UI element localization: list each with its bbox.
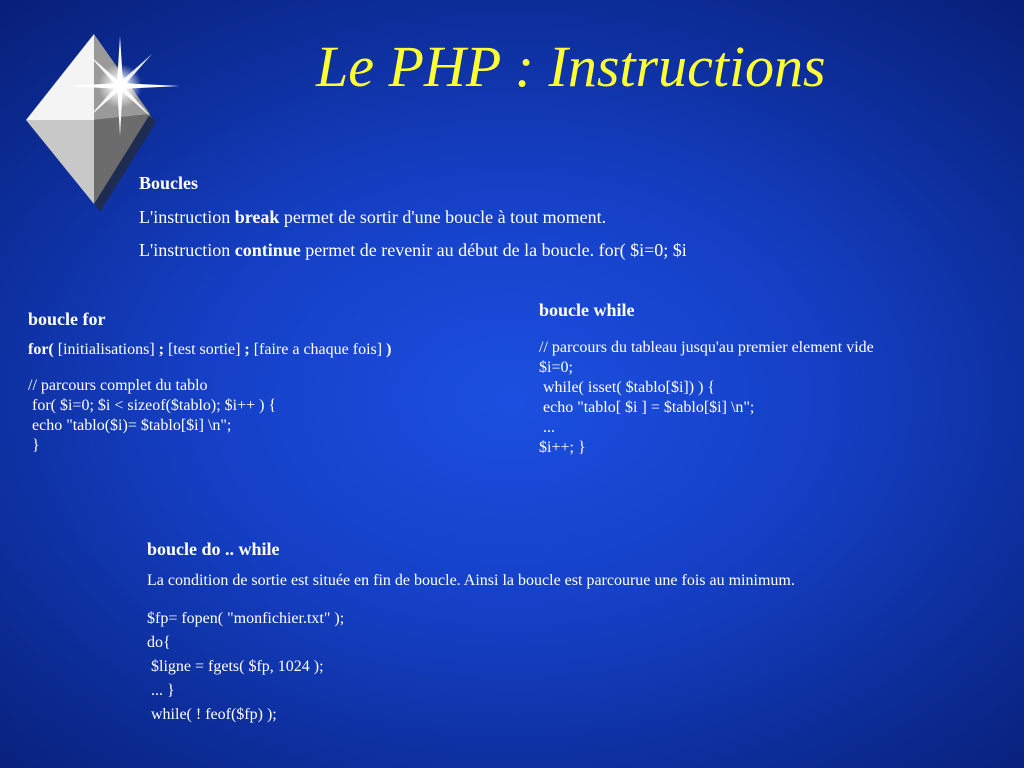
while-code-example: // parcours du tableau jusqu'au premier element vide $i=0; while( isset( $tablo[$i]) ) { echo "tablo[ $i ] = $tablo[$i] \n"; ... $i++; } — [539, 339, 874, 456]
while-loop-heading: boucle while — [539, 300, 635, 320]
for-loop-section — [28, 309, 391, 456]
for-syntax: for( [initialisations] ; [test sortie] ; [faire a chaque fois] ) — [28, 341, 392, 358]
boucles-heading: Boucles — [139, 173, 199, 193]
do-while-code-example: $fp= fopen( "monfichier.txt" ); do{ $ligne = fgets( $fp, 1024 ); ... } while( ! feof($fp) ); — [147, 610, 345, 723]
continue-keyword: continue — [234, 240, 301, 260]
for-loop-heading: boucle for — [28, 309, 106, 329]
do-while-description: La condition de sortie est située en fin de boucle. Ainsi la boucle est parcourue une fois au minimum. — [147, 572, 795, 589]
do-while-loop-section — [147, 539, 795, 727]
while-loop-section — [539, 300, 874, 458]
break-description: L'instruction break permet de sortir d'une boucle à tout moment. — [139, 207, 607, 227]
intro-section — [139, 173, 687, 273]
slide-title: Le PHP : Instructions — [316, 34, 826, 99]
continue-description: L'instruction continue permet de revenir au début de la boucle. for( $i=0; $i — [139, 240, 687, 260]
for-code-example: // parcours complet du tablo for( $i=0; $i < sizeof($tablo); $i++ ) { echo "tablo($i)= $tablo[$i] \n"; } — [28, 377, 277, 454]
do-while-loop-heading: boucle do .. while — [147, 539, 280, 559]
break-keyword: break — [234, 207, 280, 227]
